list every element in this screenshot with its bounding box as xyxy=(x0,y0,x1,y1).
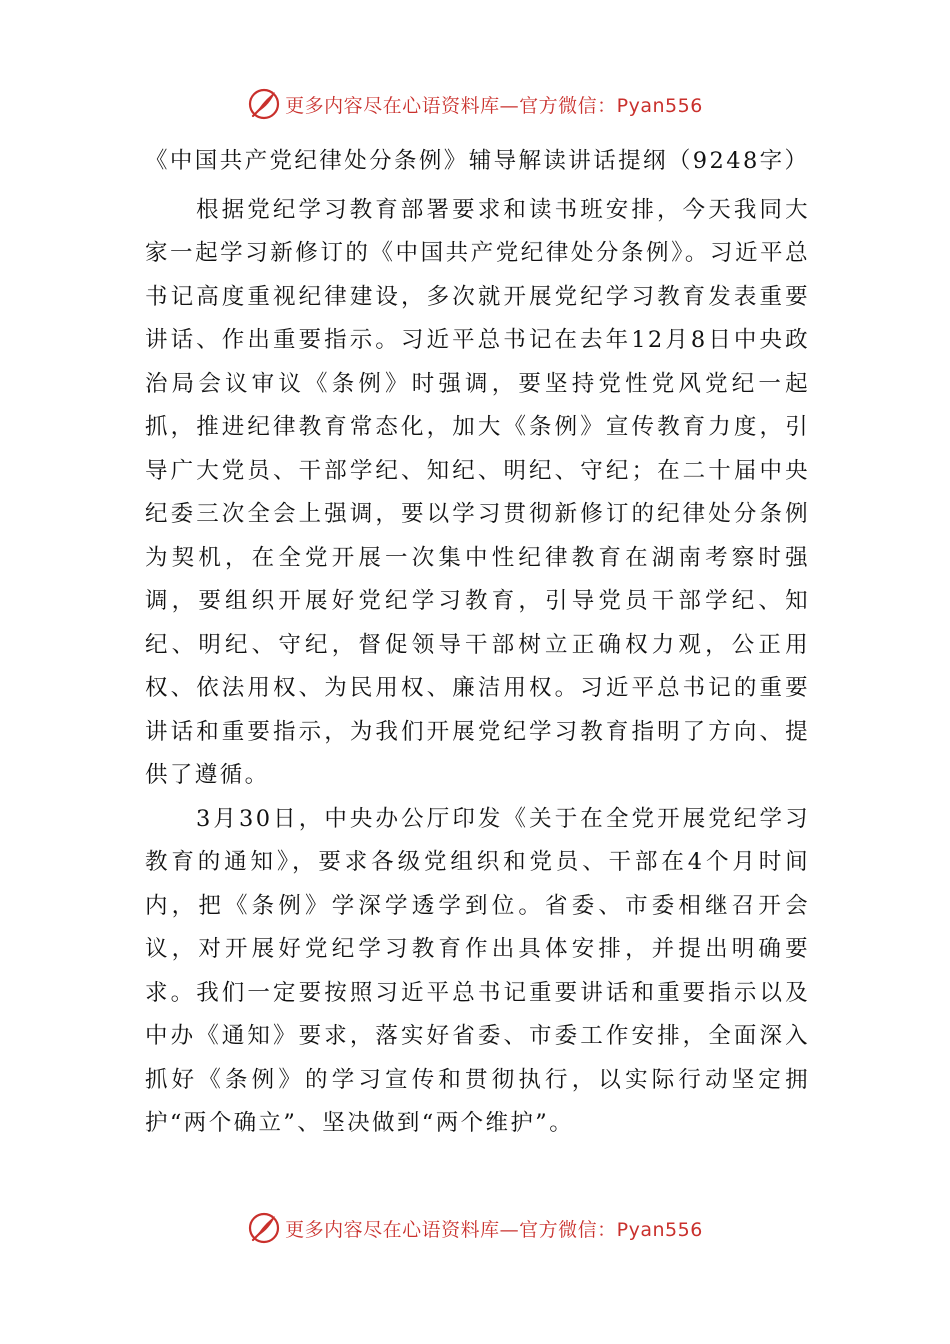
document-title: 《中国共产党纪律处分条例》辅导解读讲话提纲（9248字） xyxy=(145,148,810,174)
document-body xyxy=(145,140,810,1146)
watermark-text: 更多内容尽在心语资料库—官方微信：Pyan556 xyxy=(285,1218,703,1241)
header-watermark xyxy=(0,84,950,124)
quill-pen-logo-icon xyxy=(247,1211,281,1245)
paragraph-2: 3月30日，中央办公厅印发《关于在全党开展党纪学习教育的通知》，要求各级党组织和党员、干部在4个月时间内，把《条例》学深学透学到位。省委、市委相继召开会议，对开展好党纪学习教育作出具体安排，并提出明确要求。我们一定要按照习近平总书记重要讲话和重要指示以及中办《通知》要求，落实好省委、市委工作安排，全面深入抓好《条例》的学习宣传和贯彻执行，以实际行动坚定拥护“两个确立”、坚决做到“两个维护”。 xyxy=(145,805,810,1136)
watermark-wechat-id: Pyan556 xyxy=(616,1218,703,1241)
footer-watermark xyxy=(0,1208,950,1248)
quill-pen-logo-icon xyxy=(247,87,281,121)
paragraph-1: 根据党纪学习教育部署要求和读书班安排，今天我同大家一起学习新修订的《中国共产党纪律处分条例》。习近平总书记高度重视纪律建设，多次就开展党纪学习教育发表重要讲话、作出重要指示。习近平总书记在去年12月8日中央政治局会议审议《条例》时强调，要坚持党性党风党纪一起抓，推进纪律教育常态化，加大《条例》宣传教育力度，引导广大党员、干部学纪、知纪、明纪、守纪；在二十届中央纪委三次全会上强调，要以学习贯彻新修订的纪律处分条例为契机，在全党开展一次集中性纪律教育在湖南考察时强调，要组织开展好党纪学习教育，引导党员干部学纪、知纪、明纪、守纪，督促领导干部树立正确权力观，公正用权、依法用权、为民用权、廉洁用权。习近平总书记的重要讲话和重要指示，为我们开展党纪学习教育指明了方向、提供了遵循。 xyxy=(145,196,810,788)
watermark-wechat-id: Pyan556 xyxy=(616,94,703,117)
watermark-text: 更多内容尽在心语资料库—官方微信：Pyan556 xyxy=(285,94,703,117)
